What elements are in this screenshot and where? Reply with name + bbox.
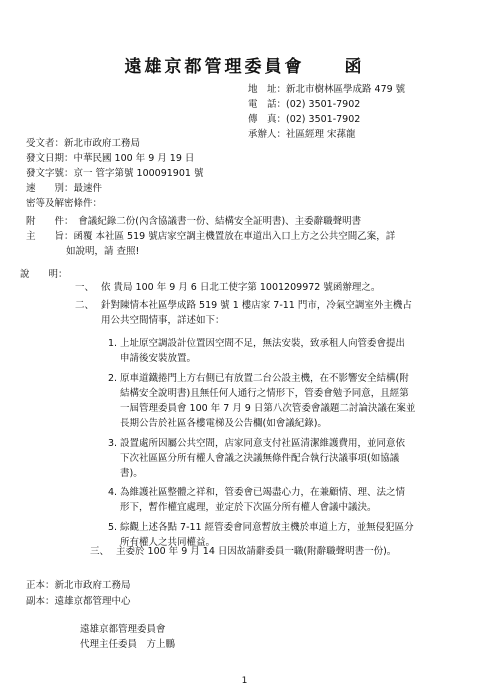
item-three-text: 主委於 100 年 9 月 14 日因故請辭委員一職(附辭職聲明書一份)。 [116,546,397,557]
cc-main: 正本：新北市政府工務局 [26,580,131,591]
subitem-4-num: 4. [108,487,118,498]
issue-number: 發文字號：京一 管字第號 100091901 號 [26,168,204,179]
document-title [0,52,489,77]
contact-block [248,82,405,142]
delivery-speed: 速 別：最速件 [26,183,103,194]
subject-line-1: 主 旨：函覆 本社區 519 號店家空調主機置放在車道出入口上方之公共空間乙案，詳 [26,231,396,242]
subitem-5-num: 5. [108,522,118,533]
recipient: 受文者：新北市政府工務局 [26,138,141,149]
subitem-2-line-2: 結構安全說明書)且無任何人通行之情形下，管委會勉予同意，且經第 [120,388,409,399]
explanation-label: 說 明： [20,269,68,280]
subitem-1 [108,336,405,366]
subitem-4 [108,485,405,515]
title-org: 遠雄京都管理委員會 [124,57,305,77]
subject-line-2: 如說明，請 查照! [66,246,140,257]
item-two-num: 二、 [75,300,95,311]
subitem-3-line-1: 設置處所因屬公共空間，店家同意支付社區清潔維護費用，並同意依 [120,438,406,449]
signature-block [80,622,175,652]
contact-handler: 承辦人：社區經理 宋蓀龍 [248,129,356,140]
subitem-5-line-1: 綜觀上述各點 7-11 經管委會同意暫放主機於車道上方，並無侵犯區分 [120,522,414,533]
item-two-line-1: 針對陳情本社區學成路 519 號 1 樓店家 7-11 門市，冷氣空調室外主機占 [101,300,412,311]
item-three [90,544,396,559]
subitem-1-line-1: 上址原空調設計位置因空間不足，無法安裝，致承租人向管委會提出 [120,338,406,349]
subject [26,229,395,259]
subitem-3-num: 3. [108,438,118,449]
subitem-5-line-2: 所有權人之共同權益。 [120,537,216,548]
item-two-line-2: 用公共空間情事，詳述如下： [101,315,225,326]
subitem-4-line-2: 形下，暫作權宜處理，並定於下次區分所有權人會議中議決。 [120,502,377,513]
title-doc-type: 函 [344,57,365,77]
signature-org: 遠雄京都管理委員會 [80,624,166,635]
subitem-3-line-3: 書)。 [120,468,143,479]
issue-date: 發文日期：中華民國 100 年 9 月 19 日 [26,153,195,164]
item-one-text: 依 貴局 100 年 9 月 6 日北工使字第 1001209972 號函辦理之。 [101,282,381,293]
subitem-2-line-3: 一屆管理委員會 100 年 7 月 9 日第八次管委會議題二討論決議在案並 [120,403,416,414]
subitem-1-num: 1. [108,338,118,349]
subitem-1-line-2: 申請後安裝放置。 [120,353,197,364]
secrecy-level: 密等及解密條件： [26,198,103,209]
contact-fax: 傳 真：(02) 3501-7902 [248,114,361,125]
contact-phone: 電 話：(02) 3501-7902 [248,99,361,110]
subitem-2-line-4: 長期公告於社區各樓電梯及公告欄(如會議紀錄)。 [120,418,327,429]
subitem-2-line-1: 原車道鐵捲門上方右側已有放置二台公設主機，在不影響安全結構(附 [120,373,409,384]
subitem-2 [108,371,415,431]
subitem-2-num: 2. [108,373,118,384]
subitem-3-line-2: 下次社區區分所有權人會議之決議無條件配合執行決議事項(如協議 [120,453,400,464]
cc-copy: 副本：遠雄京都管理中心 [26,596,131,607]
signature-signer: 代理主任委員 方上鵬 [80,639,176,650]
attachments: 附 件： 會議紀錄二份(內含協議書一份、結構安全証明書)、主委辭職聲明書 [26,216,362,227]
item-two [75,298,412,328]
subitem-3 [108,436,405,481]
subitem-4-line-1: 為維護社區整體之祥和，管委會已竭盡心力，在兼顧情、理、法之情 [120,487,406,498]
item-one-num: 一、 [75,282,95,293]
page-number: 1 [241,676,248,686]
contact-address: 地 址：新北市樹林區學成路 479 號 [248,84,406,95]
item-one [75,280,380,295]
item-three-num: 三、 [90,546,110,557]
